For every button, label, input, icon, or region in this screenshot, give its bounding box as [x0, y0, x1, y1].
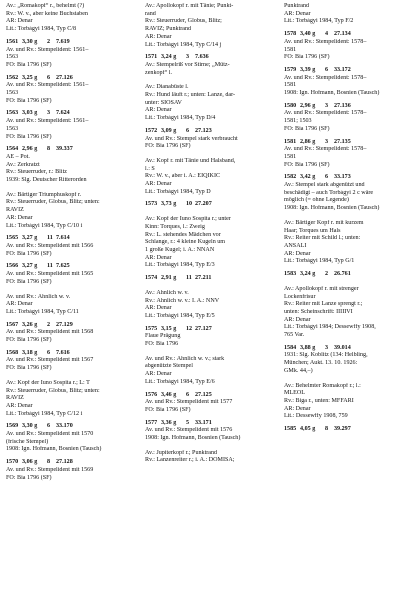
catalog-entry [284, 376, 411, 434]
inventory-number: 27.129 [56, 321, 73, 328]
coin-number: 1585 [284, 426, 297, 433]
inventory-number: 27.127 [195, 325, 212, 332]
coin-number: 1561 [6, 38, 19, 45]
description-line: ANSALI [284, 242, 307, 249]
description-line: Av.: Kopf der Iuno Sospita r.; L: T [6, 379, 90, 386]
die-axis: 2 [325, 271, 329, 278]
coin-number-line [284, 271, 411, 279]
description-line: 765 Var. [284, 332, 305, 339]
coin-number-line [6, 146, 133, 154]
catalog-entry [284, 139, 411, 170]
note-line: AE – Pot. [6, 153, 30, 160]
coin-number: 1574 [145, 275, 158, 282]
die-axis: 10 [186, 201, 193, 208]
note-line: FO: Bia 1796 (SF) [145, 143, 191, 150]
note-line: Av. und Rv.: Stempelident: 1578– [284, 146, 367, 153]
catalog-entry [145, 443, 272, 465]
coin-weight: 2,96 g [300, 102, 316, 109]
description-line: Lit.: Torbágyi 1984; Dessewffy 1908, [284, 324, 376, 331]
coin-weight: 3,30 g [22, 38, 38, 45]
catalog-entry [6, 3, 133, 70]
coin-number-line [145, 275, 272, 283]
coin-weight: 3,06 g [22, 459, 38, 466]
description-line: Av.: Apollokopf r. mit Tänie; Punkt- [145, 3, 234, 9]
description-line: Av.: Ähnlich w. v. [145, 289, 189, 296]
note-line: 1908: Ign. Hofmann, Bosnien (Tausch) [145, 435, 241, 442]
inventory-number: 7.636 [195, 54, 209, 61]
coin-number: 1571 [145, 54, 158, 61]
catalog-entry [145, 420, 272, 443]
coin-number-line [145, 326, 272, 334]
note-line: Av. und Rv.: Stempelident mit 1569 [6, 466, 94, 473]
coin-number: 1579 [284, 66, 297, 73]
note-line: FO: Bia 1796 (SF) [6, 97, 52, 104]
catalog-entry [145, 77, 272, 151]
entry-spacer [145, 77, 272, 84]
note-line: Av.: Zerkratzt [6, 161, 40, 168]
coin-weight: 3,40 g [300, 31, 316, 38]
description-line: AR: Denar [6, 301, 33, 308]
description-line: AR: Denar [145, 305, 172, 312]
coin-weight: 3,46 g [161, 391, 177, 398]
die-axis: 2 [47, 38, 51, 45]
coin-number: 1581 [284, 138, 297, 145]
description-line: Lockenfrisur [284, 293, 316, 300]
description-line: AR: Denar [6, 402, 33, 409]
note-line: Av. und Rv.: Stempelident mit 1565 [6, 271, 94, 278]
coin-number: 1569 [6, 423, 19, 430]
catalog-entry [6, 287, 133, 345]
entry-spacer [6, 185, 133, 192]
catalog-entry [6, 263, 133, 286]
note-line: Av.: Stempelriß vor Stirne; „Mütz- [145, 61, 230, 68]
description-line: Lit.: Torbágyi 1984, Typ C/11 [6, 308, 79, 315]
entry-spacer [145, 209, 272, 216]
note-line: Av. und Rv.: Stempelident: 1561– [6, 118, 89, 125]
description-line: AR: Denar [145, 371, 172, 378]
description-line: AR: Denar [284, 316, 311, 323]
coin-number-line [6, 110, 133, 118]
coin-number: 1567 [6, 321, 19, 328]
note-line: Av. und Rv.: Stempelident mit 1570 [6, 431, 94, 438]
inventory-number: 7.625 [56, 263, 70, 270]
description-line: Lit.: Torbágyi 1984, Typ C/12 i [6, 410, 83, 417]
note-line: möglich (= ohne Legende) [284, 197, 349, 204]
inventory-number: 27.134 [334, 31, 351, 38]
note-line: Av. und Rv.: Stempelident mit 1577 [145, 399, 233, 406]
coin-weight: 4,05 g [300, 426, 316, 433]
die-axis: 3 [325, 138, 329, 145]
note-line: 1581 [284, 82, 297, 89]
coin-number: 1583 [284, 271, 297, 278]
description-line: Rv.: W. v., aber keine Buchstaben [6, 10, 88, 17]
inventory-number: 33.172 [334, 66, 351, 73]
inventory-number: 39.337 [56, 146, 73, 153]
description-line: Rv.: Ähnlich w. v.: I. A.: NNV [145, 297, 220, 304]
note-line: 1581 [284, 153, 297, 160]
die-axis: 11 [47, 263, 53, 270]
die-axis: 5 [186, 419, 190, 426]
die-axis: 3 [47, 110, 51, 117]
note-line: Av. und Rv.: Stempelident mit 1568 [6, 329, 94, 336]
catalog-entry [6, 75, 133, 106]
description-line: RAVIZ [6, 395, 24, 402]
coin-number-line [6, 350, 133, 358]
die-axis: 6 [186, 391, 190, 398]
description-line: 1 große Kugel; i. A.: NNAN [145, 246, 215, 253]
coin-weight: 2,86 g [300, 138, 316, 145]
coin-weight: 2,91 g [161, 275, 177, 282]
catalog-entry [284, 174, 411, 213]
catalog-entry [145, 151, 272, 209]
coin-weight: 3,36 g [161, 419, 177, 426]
coin-number-line [6, 75, 133, 83]
catalog-entry [284, 67, 411, 98]
die-axis: 6 [325, 174, 329, 181]
catalog-entry [145, 349, 272, 415]
description-line: MLEOL [284, 390, 305, 397]
coin-number: 1577 [145, 419, 158, 426]
catalog-entry [284, 103, 411, 134]
die-axis: 6 [186, 127, 190, 134]
coin-number-line [284, 103, 411, 111]
coin-weight: 3,15 g [161, 325, 177, 332]
description-line: AR: Denar [6, 214, 33, 221]
note-line: FO: Bia 1796 (SF) [284, 161, 330, 168]
entry-spacer [284, 213, 411, 220]
entry-spacer [284, 376, 411, 383]
description-line: Av.: Kopf der Iuno Sospita r.; unter [145, 216, 231, 223]
coin-weight: 3,24 g [161, 54, 177, 61]
note-line: Av. und Rv.: Stempelident mit 1566 [6, 242, 94, 249]
description-line: unten: Scheinschrift: IIIIIVI [284, 308, 353, 315]
description-line: Rv.: Reiter mit Lanze sprengt r.; [284, 301, 363, 308]
inventory-number: 7.619 [56, 38, 70, 45]
description-line: Lit.: Torbágyi 1984, Typ D/4 [145, 115, 216, 122]
description-line: AR: Denar [284, 10, 311, 17]
inventory-number: 39.014 [334, 344, 351, 351]
description-line: AR: Denar [145, 254, 172, 261]
coin-weight: 3,88 g [300, 344, 316, 351]
note-line: zenkopf“ l. [145, 69, 173, 76]
coin-weight: 3,30 g [22, 423, 38, 430]
catalog-entry [6, 146, 133, 185]
coin-number-line [145, 201, 272, 209]
description-line: Lit.: Torbágyi 1984, Typ C/10 i [6, 222, 83, 229]
description-line: Av. und Rv.: Ähnlich w. v. [6, 293, 71, 300]
note-line: Av. und Rv.: Stempelident mit 1576 [145, 427, 233, 434]
catalog-entry [284, 3, 411, 62]
coin-number-line [284, 139, 411, 147]
die-axis: 3 [325, 344, 329, 351]
entry-spacer [145, 443, 272, 450]
coin-number-line [145, 128, 272, 136]
description-line: Rv.: Hund läuft r.; unten: Lanze, dar- [145, 92, 236, 99]
description-line: AR: Denar [145, 107, 172, 114]
die-axis: 4 [325, 31, 329, 38]
coin-number-line [6, 235, 133, 243]
note-line: Av. und Rv.: Stempelident: 1561– [6, 46, 89, 53]
die-axis: 8 [47, 459, 51, 466]
description-line: Av.: Behelmter Romakopf r.; l.: [284, 382, 361, 389]
description-line: AR: Denar [145, 33, 172, 40]
coin-number-line [145, 420, 272, 428]
note-line: Rv.: Steuerruder, r.: Blitz [6, 169, 67, 176]
description-line: AR: Denar [284, 250, 311, 257]
description-line: Av.: „Romakopf“ r., behelmt (?) [6, 3, 85, 9]
die-axis: 6 [47, 74, 51, 81]
coin-weight: 3,09 g [161, 127, 177, 134]
note-line: FO: Bia 1796 (SF) [6, 133, 52, 140]
note-line: 1563 [6, 90, 19, 97]
die-axis: 2 [47, 321, 51, 328]
catalog-entry [6, 350, 133, 373]
note-line: FO: Bia 1796 [145, 341, 179, 348]
description-line: Av.: Kopf r. mit Tänie und Halsband, [145, 157, 236, 164]
inventory-number: 27.207 [195, 201, 212, 208]
coin-number: 1563 [6, 110, 19, 117]
note-line: FO: Bia 1796 (SF) [6, 365, 52, 372]
catalog-entry [284, 279, 411, 376]
coin-weight: 3,18 g [22, 349, 38, 356]
catalog-entry [145, 283, 272, 349]
coin-number-line [284, 31, 411, 39]
coin-weight: 2,96 g [22, 146, 38, 153]
entry-spacer [284, 279, 411, 286]
note-line: Av. und Rv.: Stempelident: 1578– [284, 38, 367, 45]
inventory-number: 7.624 [56, 110, 70, 117]
die-axis: 6 [325, 66, 329, 73]
inventory-number: 27.128 [56, 459, 73, 466]
description-line: Kinn: Torques, l.: Zweig [145, 223, 205, 230]
entry-spacer [6, 287, 133, 294]
inventory-number: 33.171 [195, 419, 212, 426]
coin-number-line [6, 39, 133, 47]
note-line: 1563 [6, 54, 19, 61]
coin-number-line [6, 263, 133, 271]
coin-number-line [284, 345, 411, 353]
coin-number: 1576 [145, 391, 158, 398]
description-line: Lit.: Torbágyi 1984, Typ C/14 j [145, 41, 222, 48]
die-axis: 3 [325, 102, 329, 109]
note-line: München; Aukt. 13. 10. 1926: [284, 360, 358, 367]
coin-number: 1573 [145, 201, 158, 208]
coin-number-line [284, 67, 411, 75]
note-line: 1939: Slg. Deutscher Ritterorden [6, 177, 87, 184]
column-3 [284, 3, 411, 434]
description-line: Rv.: Reiter mit Schild l.; unten: [284, 235, 361, 242]
note-line: FO: Bia 1796 (SF) [6, 61, 52, 68]
note-line: GMk. 44,–) [284, 367, 313, 374]
inventory-number: 27.125 [195, 391, 212, 398]
coin-weight: 3,25 g [22, 74, 38, 81]
note-line: Flaue Prägung [145, 333, 181, 340]
inventory-number: 27.211 [195, 275, 212, 282]
coin-weight: 3,39 g [300, 66, 316, 73]
note-line: FO: Bia 1796 (SF) [284, 54, 330, 61]
inventory-number: 26.761 [334, 271, 351, 278]
coin-number-line [145, 392, 272, 400]
description-line: rand [145, 10, 156, 17]
description-line: Lit.: Torbágyi 1984, Typ E/3 [145, 262, 215, 269]
inventory-number: 33.170 [56, 423, 73, 430]
coin-weight: 3,27 g [22, 235, 38, 242]
description-line: Av.: Apollokopf r. mit strenger [284, 285, 359, 292]
column-2 [145, 3, 272, 465]
column-1 [6, 3, 133, 482]
description-line: Lit.: Torbágyi 1984, Typ F/2 [284, 18, 354, 25]
note-line: 1563 [6, 125, 19, 132]
description-line: Lit.: Torbágyi 1984, Typ G/1 [284, 258, 355, 265]
entry-spacer [145, 349, 272, 356]
inventory-number: 27.136 [334, 102, 351, 109]
coin-weight: 3,03 g [22, 110, 38, 117]
note-line: FO: Bia 1796 (SF) [6, 278, 52, 285]
coin-weight: 3,27 g [22, 263, 38, 270]
note-line: Av. und Rv.: Stempel stark verbraucht [145, 135, 238, 142]
description-line: Lit.: Torbágyi 1984, Typ D [145, 188, 211, 195]
coin-number: 1572 [145, 127, 158, 134]
note-line: FO: Bia 1796 (SF) [145, 406, 191, 413]
catalog-entry [6, 373, 133, 454]
coin-number: 1584 [284, 344, 297, 351]
coin-number: 1580 [284, 102, 297, 109]
inventory-number: 7.616 [56, 349, 70, 356]
coin-weight: 3,26 g [22, 321, 38, 328]
note-line: Av. und Rv.: Stempelident mit 1567 [6, 357, 94, 364]
description-line: l.: S [145, 165, 155, 172]
die-axis: 11 [186, 275, 192, 282]
catalog-entry [284, 213, 411, 279]
note-line: Av.: Stempel stark abgenützt und [284, 182, 365, 189]
note-line: Av. und Rv.: Stempelident: 1578– [284, 110, 367, 117]
description-line: Rv.: W. v., aber i. A.: EIQIKIC [145, 173, 221, 180]
coin-number: 1566 [6, 263, 19, 270]
catalog-entry [145, 3, 272, 77]
die-axis: 8 [47, 146, 51, 153]
description-line: RAVIZ [6, 207, 24, 214]
die-axis: 3 [186, 54, 190, 61]
description-line: Haar; Torques um Hals [284, 227, 341, 234]
description-line: Rv.: Steuerruder, Globus, Blitz; unten: [6, 199, 100, 206]
description-line: Lit.: Torbágyi 1984, Typ E/5 [145, 312, 215, 319]
coin-number: 1582 [284, 174, 297, 181]
description-line: RAVIZ; Punktrand [145, 26, 192, 33]
description-line: Rv.: L. stehendes Mädchen vor [145, 231, 221, 238]
description-line: Rv.: Steuerruder, Globus, Blitz; unten: [6, 387, 100, 394]
coin-number: 1562 [6, 74, 19, 81]
inventory-number: 33.173 [334, 174, 351, 181]
entry-spacer [6, 373, 133, 380]
coin-weight: 3,24 g [300, 271, 316, 278]
note-line: Av. und Rv.: Stempelident: 1561– [6, 82, 89, 89]
die-axis: 11 [47, 235, 53, 242]
catalog-entry [145, 209, 272, 283]
description-line: AR: Denar [284, 405, 311, 412]
coin-number-line [145, 54, 272, 62]
description-line: Av.: Dianabüste l. [145, 84, 189, 91]
entry-spacer [145, 283, 272, 290]
inventory-number: 39.297 [334, 426, 351, 433]
description-line: AR: Denar [145, 181, 172, 188]
coin-number-line [284, 426, 411, 434]
entry-spacer [145, 151, 272, 158]
note-line: 1581; 1503 [284, 118, 312, 125]
note-line: FO: Bia 1796 (SF) [6, 474, 52, 481]
coin-number: 1564 [6, 146, 19, 153]
coin-number: 1568 [6, 349, 19, 356]
catalog-entry [6, 110, 133, 141]
note-line: 1908: Ign. Hofmann, Bosnien (Tausch) [284, 205, 380, 212]
note-line: Av. und Rv.: Stempelident: 1578– [284, 74, 367, 81]
description-line: Lit.: Torbágyi 1984, Typ C/8 [6, 26, 77, 33]
note-line: FO: Bia 1796 (SF) [6, 250, 52, 257]
die-axis: 8 [325, 426, 329, 433]
die-axis: 6 [47, 423, 51, 430]
catalog-entry [6, 185, 133, 259]
inventory-number: 27.135 [334, 138, 351, 145]
inventory-number: 27.126 [56, 74, 73, 81]
coin-number-line [6, 423, 133, 431]
coin-number-line [6, 322, 133, 330]
description-line: Punktrand [284, 3, 310, 9]
catalog-entry [6, 459, 133, 482]
description-line: Av.: Bärtiger Kopf r. mit kurzem [284, 219, 364, 226]
die-axis: 6 [47, 349, 51, 356]
note-line: FO: Bia 1796 (SF) [6, 337, 52, 344]
note-line: beschädigt – auch Torbágyi 2 c wäre [284, 189, 374, 196]
description-line: Rv.: Steuerruder, Globus, Blitz; [145, 18, 222, 25]
note-line: 1931: Slg. Koblitz (134: Helbling, [284, 352, 368, 359]
note-line: (frische Stempel) [6, 438, 49, 445]
note-line: 1908: Ign. Hofmann, Bosnien (Tausch) [284, 90, 380, 97]
description-line: Lit.: Dessewffy 1908, 759 [284, 413, 348, 420]
description-line: Lit.: Torbágyi 1984, Typ E/6 [145, 378, 215, 385]
description-line: Schlange, r.: 4 kleine Kugeln um [145, 239, 226, 246]
inventory-number: 27.123 [195, 127, 212, 134]
coin-number: 1578 [284, 31, 297, 38]
die-axis: 12 [186, 325, 193, 332]
coin-weight: 3,42 g [300, 174, 316, 181]
coin-number: 1570 [6, 459, 19, 466]
coin-number: 1565 [6, 235, 19, 242]
coin-number-line [6, 459, 133, 467]
note-line: 1908: Ign. Hofmann, Bosnien (Tausch) [6, 446, 102, 453]
description-line: unter: SIOSAV [145, 99, 182, 106]
coin-number: 1575 [145, 325, 158, 332]
coin-number-line [284, 174, 411, 182]
description-line: Rv.: Biga r., unten: MFFARI [284, 397, 354, 404]
inventory-number: 7.614 [56, 235, 70, 242]
note-line: FO: Bia 1796 (SF) [284, 125, 330, 132]
description-line: abgenützte Stempel [145, 363, 193, 370]
description-line: Av.: Jupiterkopf r.; Punktrand [145, 449, 218, 456]
description-line: Rv.: Lanzenreiter r.; i. A.: DOMISA; [145, 457, 235, 464]
coin-weight: 3,73 g [161, 201, 177, 208]
note-line: 1581 [284, 46, 297, 53]
description-line: AR: Denar [6, 18, 33, 25]
description-line: Av.: Bärtiger Triumphuskopf r. [6, 191, 82, 198]
description-line: Av. und Rv.: Ähnlich w. v.; stark [145, 355, 225, 362]
